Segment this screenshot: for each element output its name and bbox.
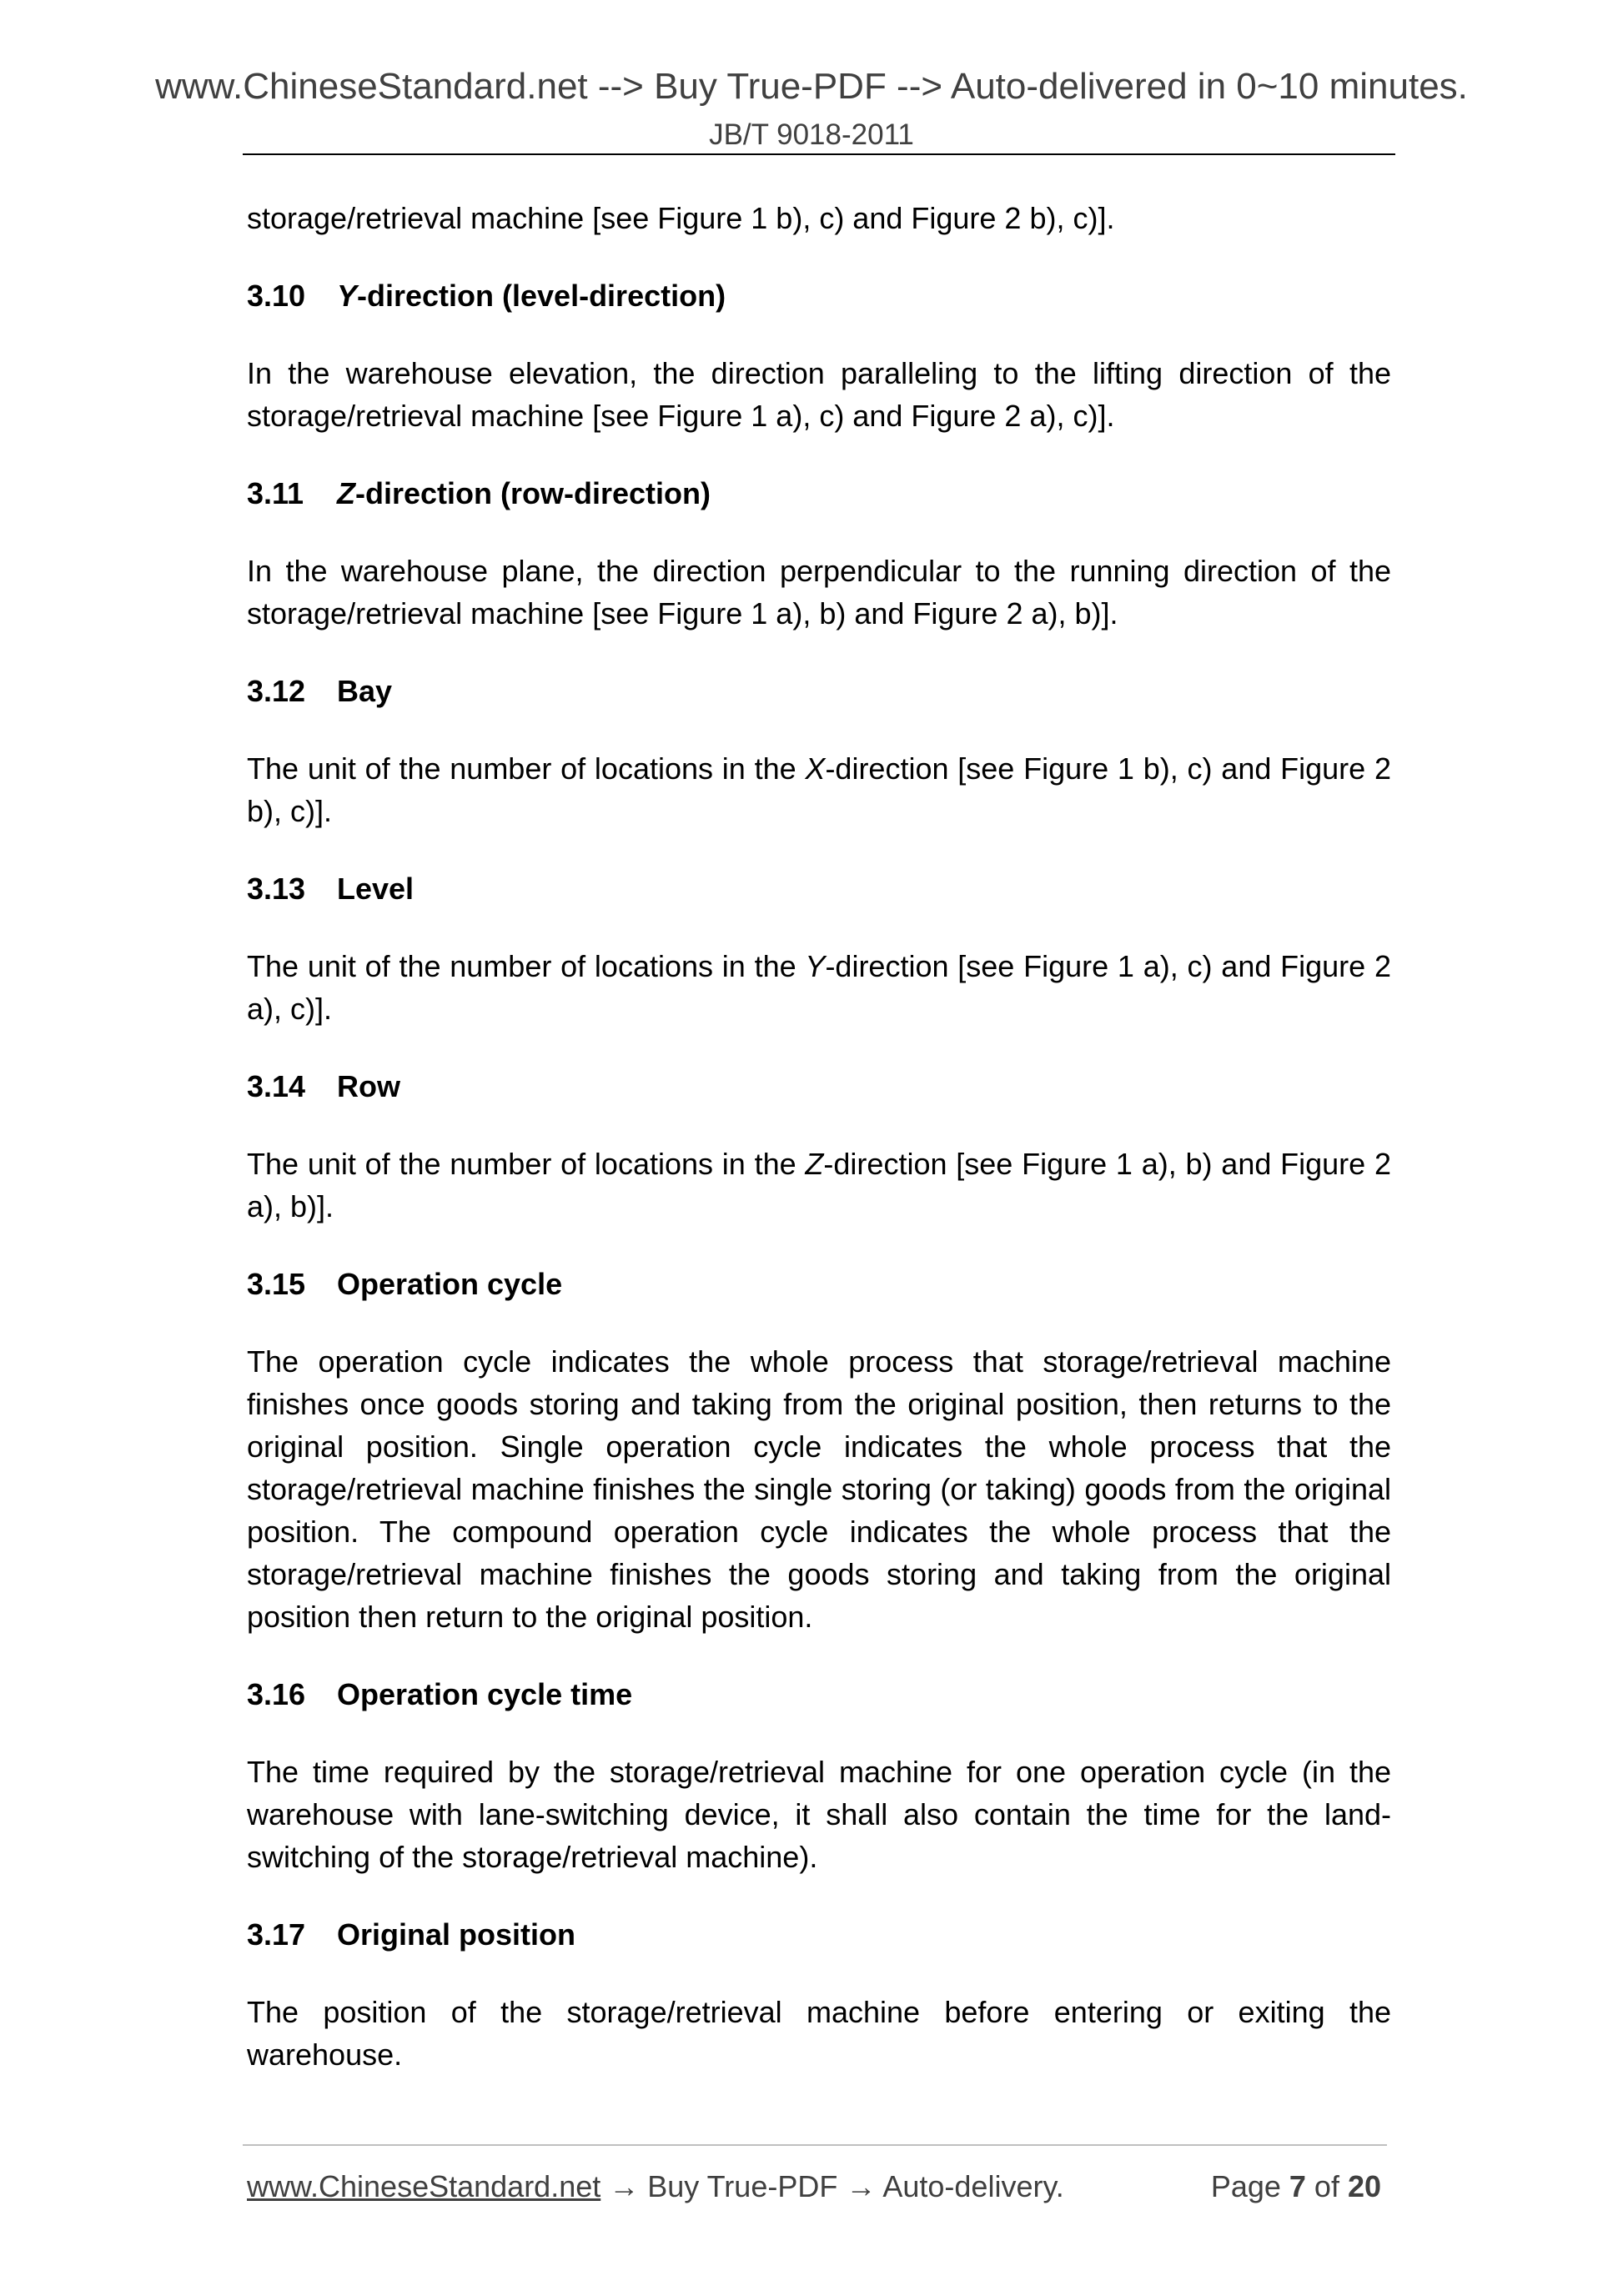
section-title: -direction (level-direction) bbox=[357, 279, 726, 313]
section-heading bbox=[247, 1263, 1391, 1305]
section-paragraph bbox=[247, 1143, 1391, 1228]
paragraph-text-continued: -direction [see Figure 1 b), c) and Figure 2 b), c)]. bbox=[247, 751, 1391, 828]
section-3-12 bbox=[247, 670, 1391, 832]
paragraph-text: The unit of the number of locations in the bbox=[247, 751, 806, 786]
paragraph-text: In the warehouse plane, the direction perpendicular to the running direction of the storage/retrieval machine [see Figure 1 a), b) and Figure 2 a), b)]. bbox=[247, 554, 1391, 631]
section-title: Original position bbox=[337, 1917, 575, 1952]
section-heading bbox=[247, 1673, 1391, 1716]
section-3-11 bbox=[247, 472, 1391, 635]
section-heading bbox=[247, 867, 1391, 910]
section-3-10 bbox=[247, 274, 1391, 437]
section-title: -direction (row-direction) bbox=[355, 476, 711, 510]
footer-site-link[interactable]: www.ChineseStandard.net bbox=[247, 2169, 601, 2203]
section-3-14 bbox=[247, 1065, 1391, 1228]
standard-number: JB/T 9018-2011 bbox=[709, 118, 914, 151]
paragraph-italic-symbol: Y bbox=[805, 949, 826, 983]
paragraph-text: In the warehouse elevation, the direction paralleling to the lifting direction of the storage/retrieval machine [see Figure 1 a), c) and Figure 2 a), c)]. bbox=[247, 356, 1391, 433]
sections-container bbox=[247, 274, 1391, 2076]
paragraph-text: The time required by the storage/retrieval machine for one operation cycle (in the warehouse with lane-switching device, it shall also contain the time for the land-switching of the storage/retrieval machine). bbox=[247, 1755, 1391, 1874]
section-number: 3.12 bbox=[247, 674, 306, 708]
header-title: www.ChineseStandard.net --> Buy True-PDF --> Auto-delivered in 0~10 minutes. bbox=[155, 66, 1468, 107]
section-number: 3.15 bbox=[247, 1267, 306, 1301]
page-current: 7 bbox=[1289, 2169, 1306, 2203]
section-heading bbox=[247, 274, 1391, 317]
paragraph-text: The position of the storage/retrieval machine before entering or exiting the warehouse. bbox=[247, 1995, 1391, 2072]
footer-buy-text: Buy True-PDF bbox=[647, 2169, 838, 2203]
section-paragraph bbox=[247, 1340, 1391, 1638]
section-heading bbox=[247, 472, 1391, 515]
section-paragraph bbox=[247, 550, 1391, 635]
section-number: 3.10 bbox=[247, 279, 306, 313]
section-title-italic: Y bbox=[337, 279, 358, 313]
paragraph-text: The unit of the number of locations in the bbox=[247, 1147, 806, 1181]
section-title: Level bbox=[337, 872, 415, 906]
section-3-13 bbox=[247, 867, 1391, 1030]
paragraph-text-continued: -direction [see Figure 1 a), c) and Figure 2 a), c)]. bbox=[247, 949, 1391, 1026]
section-3-15 bbox=[247, 1263, 1391, 1638]
section-heading bbox=[247, 670, 1391, 712]
section-paragraph bbox=[247, 1751, 1391, 1878]
paragraph-text: The operation cycle indicates the whole process that storage/retrieval machine finishes once goods storing and taking from the original position, then returns to the original position. Single operation cycle indicates the whole process that the storage/retrieval machine finishes the single storing (or taking) goods from the original position. The compound operation cycle indicates the whole process that the storage/retrieval machine finishes the goods storing and taking from the original position then return to the original position. bbox=[247, 1344, 1391, 1634]
section-paragraph bbox=[247, 352, 1391, 437]
section-paragraph bbox=[247, 945, 1391, 1030]
paragraph-text-continued: -direction [see Figure 1 a), b) and Figure 2 a), b)]. bbox=[247, 1147, 1391, 1223]
section-title: Operation cycle bbox=[337, 1267, 563, 1301]
page-label: Page bbox=[1210, 2169, 1289, 2203]
header-divider bbox=[243, 153, 1395, 155]
section-title-italic: Z bbox=[337, 476, 355, 510]
page-total: 20 bbox=[1347, 2169, 1381, 2203]
section-number: 3.14 bbox=[247, 1069, 306, 1103]
section-3-16 bbox=[247, 1673, 1391, 1878]
paragraph-italic-symbol: Z bbox=[805, 1147, 824, 1181]
section-title: Operation cycle time bbox=[337, 1677, 633, 1711]
footer-divider bbox=[243, 2144, 1387, 2146]
page-number bbox=[1211, 2168, 1381, 2205]
footer-arrow-2: → bbox=[837, 2169, 883, 2203]
section-heading bbox=[247, 1065, 1391, 1108]
section-title: Row bbox=[337, 1069, 400, 1103]
section-paragraph bbox=[247, 747, 1391, 832]
section-number: 3.16 bbox=[247, 1677, 306, 1711]
section-heading bbox=[247, 1913, 1391, 1956]
continued-paragraph: storage/retrieval machine [see Figure 1 b), c) and Figure 2 b), c)]. bbox=[247, 201, 1115, 235]
paragraph-italic-symbol: X bbox=[805, 751, 826, 786]
section-3-17 bbox=[247, 1913, 1391, 2076]
page-of: of bbox=[1305, 2169, 1348, 2203]
section-number: 3.17 bbox=[247, 1917, 306, 1952]
footer-arrow-1: → bbox=[600, 2169, 648, 2203]
section-number: 3.13 bbox=[247, 872, 306, 906]
footer-auto-text: Auto-delivery. bbox=[882, 2169, 1064, 2203]
section-number: 3.11 bbox=[247, 476, 304, 510]
section-paragraph bbox=[247, 1991, 1391, 2076]
document-body bbox=[247, 197, 1391, 2076]
section-title: Bay bbox=[337, 674, 393, 708]
paragraph-text: The unit of the number of locations in the bbox=[247, 949, 806, 983]
footer-links bbox=[247, 2168, 1064, 2205]
